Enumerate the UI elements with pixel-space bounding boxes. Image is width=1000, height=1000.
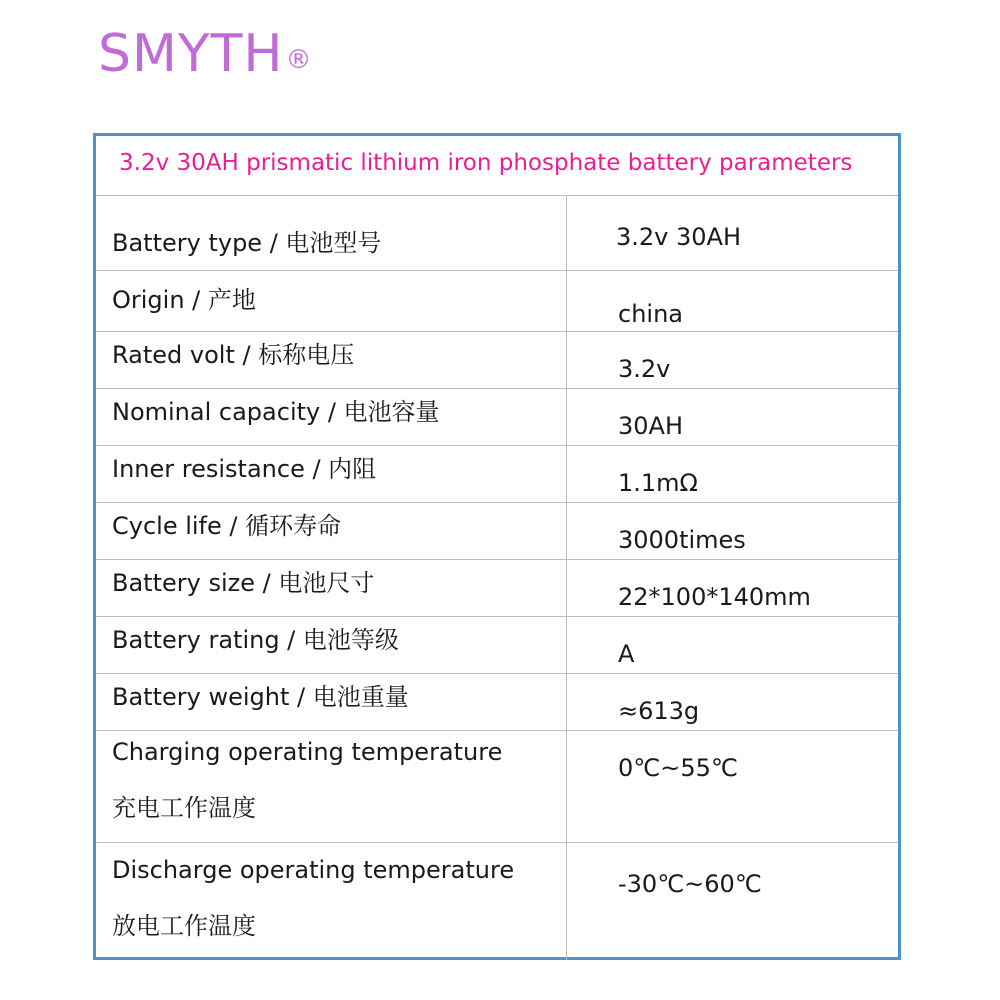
row-label: Rated volt / 标称电压 (112, 341, 355, 369)
table-row-cycle-life (96, 503, 898, 560)
row-value: 0℃~55℃ (618, 754, 738, 782)
row-label: Origin / 产地 (112, 286, 256, 314)
parameters-table (93, 133, 901, 960)
row-value: ≈613g (618, 697, 700, 725)
table-row-discharge-temperature (96, 843, 898, 960)
row-label: Battery rating / 电池等级 (112, 626, 399, 654)
table-row-nominal-capacity (96, 389, 898, 446)
row-value: A (618, 640, 635, 668)
brand-name: SMYTH (98, 24, 284, 84)
row-value: 1.1mΩ (618, 469, 698, 497)
row-label: Battery size / 电池尺寸 (112, 569, 375, 597)
row-label: Nominal capacity / 电池容量 (112, 398, 440, 426)
row-value: 30AH (618, 412, 684, 440)
row-value: 3.2v (618, 355, 671, 383)
row-label: Charging operating temperature (112, 738, 503, 766)
row-label-cn: 放电工作温度 (112, 912, 256, 940)
table-row-inner-resistance (96, 446, 898, 503)
table-row-charging-temperature (96, 731, 898, 843)
row-label: Discharge operating temperature (112, 856, 515, 884)
table-row-origin (96, 271, 898, 332)
table-row-battery-rating (96, 617, 898, 674)
table-row-rated-volt (96, 332, 898, 389)
registered-mark: ® (285, 45, 313, 75)
table-title-row (96, 136, 898, 196)
brand-logo (98, 22, 313, 86)
row-label-cn: 充电工作温度 (112, 794, 256, 822)
table-title: 3.2v 30AH prismatic lithium iron phosphate battery parameters (119, 150, 853, 176)
row-value: 22*100*140mm (618, 583, 811, 611)
table-row-battery-type (96, 196, 898, 271)
table-row-battery-size (96, 560, 898, 617)
row-value: china (618, 300, 683, 328)
row-label: Inner resistance / 内阻 (112, 455, 377, 483)
row-value: 3000times (618, 526, 746, 554)
row-value: 3.2v 30AH (616, 223, 742, 251)
row-label: Battery weight / 电池重量 (112, 683, 409, 711)
table-row-battery-weight (96, 674, 898, 731)
row-label: Battery type / 电池型号 (112, 229, 382, 257)
row-label: Cycle life / 循环寿命 (112, 512, 342, 540)
row-value: -30℃~60℃ (618, 870, 762, 898)
